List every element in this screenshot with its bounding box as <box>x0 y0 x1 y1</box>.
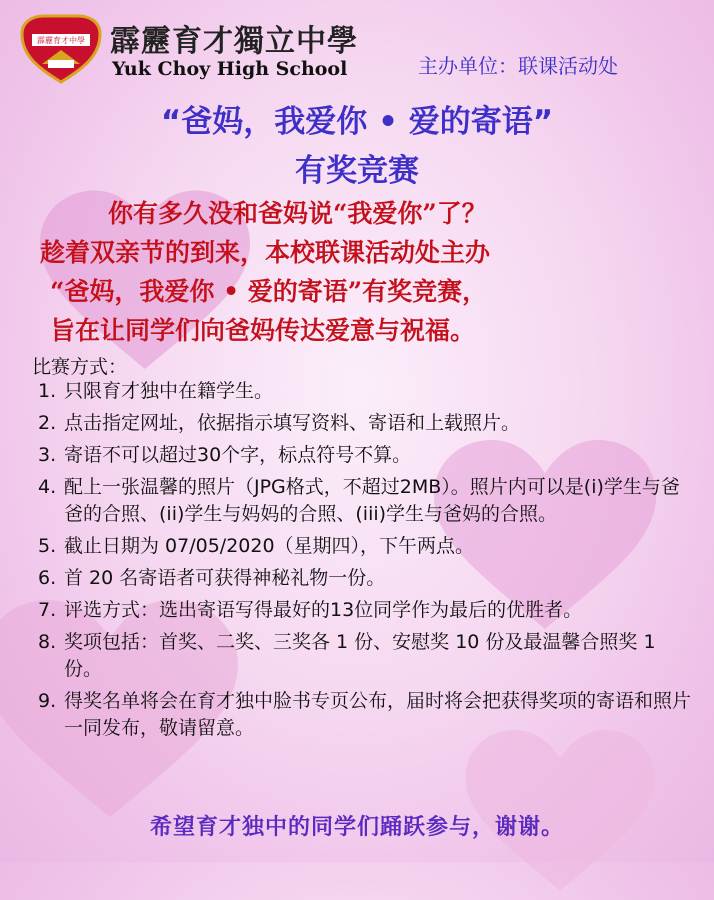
contest-subtitle: 有奖竞赛 <box>295 153 419 189</box>
rule-item <box>38 474 698 528</box>
rules-heading: 比赛方式： <box>32 356 128 378</box>
rule-number: 6. <box>38 567 57 589</box>
contest-title: “爸妈，我爱你 • 爱的寄语” <box>160 104 554 140</box>
rule-number: 8. <box>38 631 57 653</box>
rule-text: 评选方式：选出寄语写得最好的13位同学作为最后的优胜者。 <box>64 599 583 621</box>
rule-text: 奖项包括：首奖、二奖、三奖各 1 份、安慰奖 10 份及最温馨合照奖 1 份。 <box>64 631 656 680</box>
rule-number: 4. <box>38 476 57 498</box>
rule-item <box>38 533 698 560</box>
school-name-chinese: 霹靂育才獨立中學 <box>110 24 358 59</box>
rule-number: 9. <box>38 690 57 712</box>
rule-text: 寄语不可以超过30个字，标点符号不算。 <box>64 444 412 466</box>
closing-message: 希望育才独中的同学们踊跃参与，谢谢。 <box>149 814 564 840</box>
logo-text: 霹靂育才中學 <box>37 36 85 45</box>
rule-item <box>38 688 698 742</box>
organizer-label: 主办单位：联课活动处 <box>418 54 618 78</box>
rule-text: 得奖名单将会在育才独中脸书专页公布，届时将会把获得奖项的寄语和照片一同发布，敬请留意。 <box>64 690 692 739</box>
intro-line-1: 你有多久没和爸妈说“我爱你”了？ <box>108 199 487 228</box>
rule-item <box>38 378 698 405</box>
rule-text: 只限育才独中在籍学生。 <box>64 380 274 402</box>
rule-item <box>38 629 698 683</box>
rules-list <box>38 378 698 747</box>
rule-item <box>38 565 698 592</box>
school-logo <box>18 12 104 84</box>
school-crest-icon <box>18 12 104 84</box>
school-name-english: Yuk Choy High School <box>112 58 348 80</box>
rule-number: 5. <box>38 535 57 557</box>
intro-line-3: “爸妈，我爱你 • 爱的寄语”有奖竞赛， <box>50 277 488 306</box>
rule-number: 3. <box>38 444 57 466</box>
rule-number: 1. <box>38 380 57 402</box>
rule-text: 配上一张温馨的照片（JPG格式，不超过2MB）。照片内可以是(i)学生与爸爸的合照、(ii)学生与妈妈的合照、(iii)学生与爸妈的合照。 <box>64 476 680 525</box>
intro-line-2: 趁着双亲节的到来，本校联课活动处主办 <box>40 238 491 267</box>
rule-number: 7. <box>38 599 57 621</box>
rule-text: 首 20 名寄语者可获得神秘礼物一份。 <box>64 567 386 589</box>
rule-item <box>38 410 698 437</box>
rule-text: 截止日期为 07/05/2020（星期四），下午两点。 <box>64 535 475 557</box>
rule-item <box>38 442 698 469</box>
rule-text: 点击指定网址，依据指示填写资料、寄语和上载照片。 <box>64 412 521 434</box>
rule-item <box>38 597 698 624</box>
rule-number: 2. <box>38 412 57 434</box>
intro-line-4: 旨在让同学们向爸妈传达爱意与祝福。 <box>50 316 476 345</box>
